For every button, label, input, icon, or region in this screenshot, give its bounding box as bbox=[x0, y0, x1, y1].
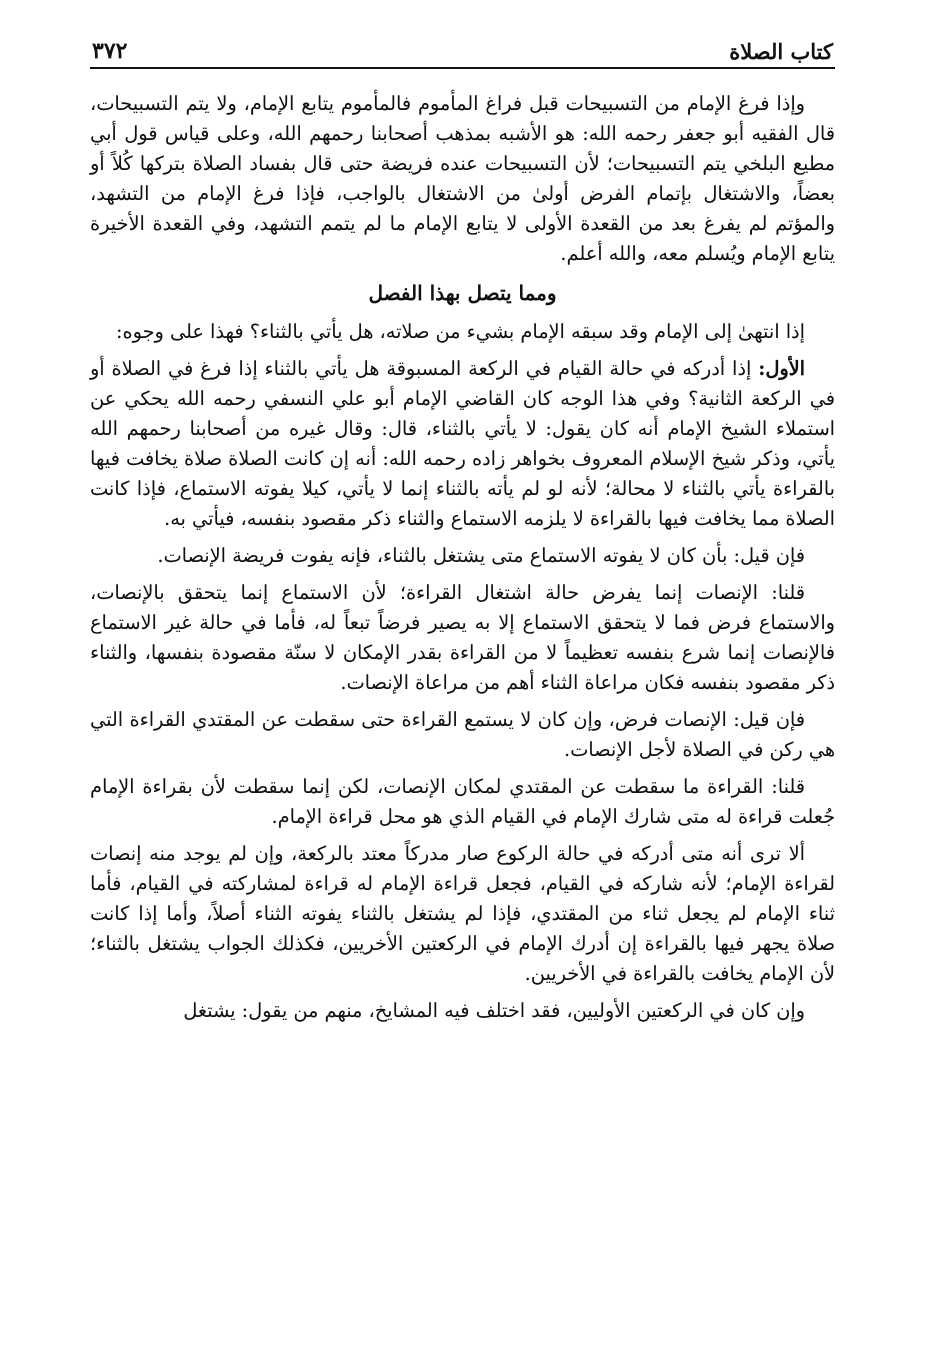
paragraph bbox=[90, 996, 835, 1026]
paragraph bbox=[90, 839, 835, 989]
paragraph-text: قلنا: القراءة ما سقطت عن المقتدي لمكان الإنصات، لكن إنما سقطت لأن بقراءة الإمام جُعلت قراءة له متى شارك الإمام في القيام الذي هو محل قراءة الإمام. bbox=[90, 775, 835, 828]
paragraph: وإذا فرغ الإمام من التسبيحات قبل فراغ المأموم فالمأموم يتابع الإمام، ولا يتم التسبيحات، قال الفقيه أبو جعفر رحمه الله: هو الأشبه بمذهب أصحابنا رحمهم الله، وعلى قياس قول أبي مطيع البلخي يتم التسبيحات؛ لأن التسبيحات عنده فريضة حتى قال بفساد الصلاة بتركها كُلاً أو بعضاً، والاشتغال بإتمام الفرض أولىٰ من الاشتغال بالواجب، فإذا فرغ الإمام من التشهد، والمؤتم لم يفرغ بعد من القعدة الأولى لا يتابع الإمام ما لم يتمم التشهد، وفي القعدة الأخيرة يتابع الإمام ويُسلم معه، والله أعلم. bbox=[90, 92, 835, 265]
section-heading: ومما يتصل بهذا الفصل bbox=[368, 281, 557, 305]
paragraph bbox=[90, 772, 835, 832]
paragraph bbox=[90, 578, 835, 698]
paragraph-text: ألا ترى أنه متى أدركه في حالة الركوع صار مدركاً معتد بالركعة، وإن لم يوجد منه إنصات لقراءة الإمام؛ لأنه شاركه في القيام، فجعل قراءة الإمام له قراءة لمشاركته في القيام، فأما ثناء الإمام لم يجعل ثناء من المقتدي، فإذا لم يشتغل بالثناء يفوته الثناء أصلاً، وأما إذا كانت صلاة يجهر فيها بالقراءة إن أدرك الإمام في الركعتين الأخريين، فكذلك الجواب يشتغل بالثناء؛ لأن الإمام يخافت بالقراءة في الأخريين. bbox=[90, 842, 835, 985]
paragraph-text: قلنا: الإنصات إنما يفرض حالة اشتغال القراءة؛ لأن الاستماع إنما يتحقق بالإنصات، والاستماع فرض فما لا يتحقق الاستماع إلا به يصير فرضاً تبعاً له، فأما في حالة غير الاستماع فالإنصات إنما شرع بنفسه تعظيماً لا من القراءة بقدر الإمكان لا سنّة مقصودة بنفسها، والثناء ذكر مقصود بنفسه فكان مراعاة الثناء أهم من مراعاة الإنصات. bbox=[90, 581, 835, 694]
paragraph bbox=[90, 705, 835, 765]
running-title: كتاب الصلاة bbox=[729, 39, 833, 64]
paragraph bbox=[90, 354, 835, 534]
paragraph-text: وإن كان في الركعتين الأوليين، فقد اختلف فيه المشايخ، منهم من يقول: يشتغل bbox=[183, 999, 805, 1022]
paragraph-text: إذا أدركه في حالة القيام في الركعة المسبوقة هل يأتي بالثناء إذا فرغ في الصلاة أو في الركعة الثانية؟ وفي هذا الوجه كان القاضي الإمام أبو علي النسفي رحمه الله يحكي عن استملاء الشيخ الإمام أنه كان يقول: لا يأتي بالثناء، قال: وقال غيره من أصحابنا رحمهم الله يأتي، وذكر شيخ الإسلام المعروف بخواهر زاده رحمه الله: أنه إن كانت الصلاة صلاة يخافت فيها بالقراءة يأتي بالثناء لا محالة؛ لأنه لو لم يأته بالثناء إنما لا يأتي، كيلا يفوته الاستماع، فإذا كانت الصلاة مما يخافت فيها بالقراءة لا يلزمه الاستماع والثناء ذكر مقصود بنفسه، فيأتي به. bbox=[90, 357, 835, 530]
paragraph-lead: الأول: bbox=[758, 357, 805, 380]
page-body bbox=[90, 89, 835, 1026]
paragraph-text: إذا انتهىٰ إلى الإمام وقد سبقه الإمام بشيء من صلاته، هل يأتي بالثناء؟ فهذا على وجوه: bbox=[116, 320, 805, 343]
page-header bbox=[90, 28, 835, 69]
book-page bbox=[90, 28, 835, 1033]
paragraph bbox=[90, 317, 835, 347]
page-number: ٣٧٢ bbox=[92, 38, 128, 64]
paragraph-text: فإن قيل: الإنصات فرض، وإن كان لا يستمع القراءة حتى سقطت عن المقتدي القراءة التي هي ركن في الصلاة لأجل الإنصات. bbox=[90, 708, 835, 761]
paragraph-text: فإن قيل: بأن كان لا يفوته الاستماع متى يشتغل بالثناء، فإنه يفوت فريضة الإنصات. bbox=[157, 544, 805, 567]
paragraph bbox=[90, 541, 835, 571]
